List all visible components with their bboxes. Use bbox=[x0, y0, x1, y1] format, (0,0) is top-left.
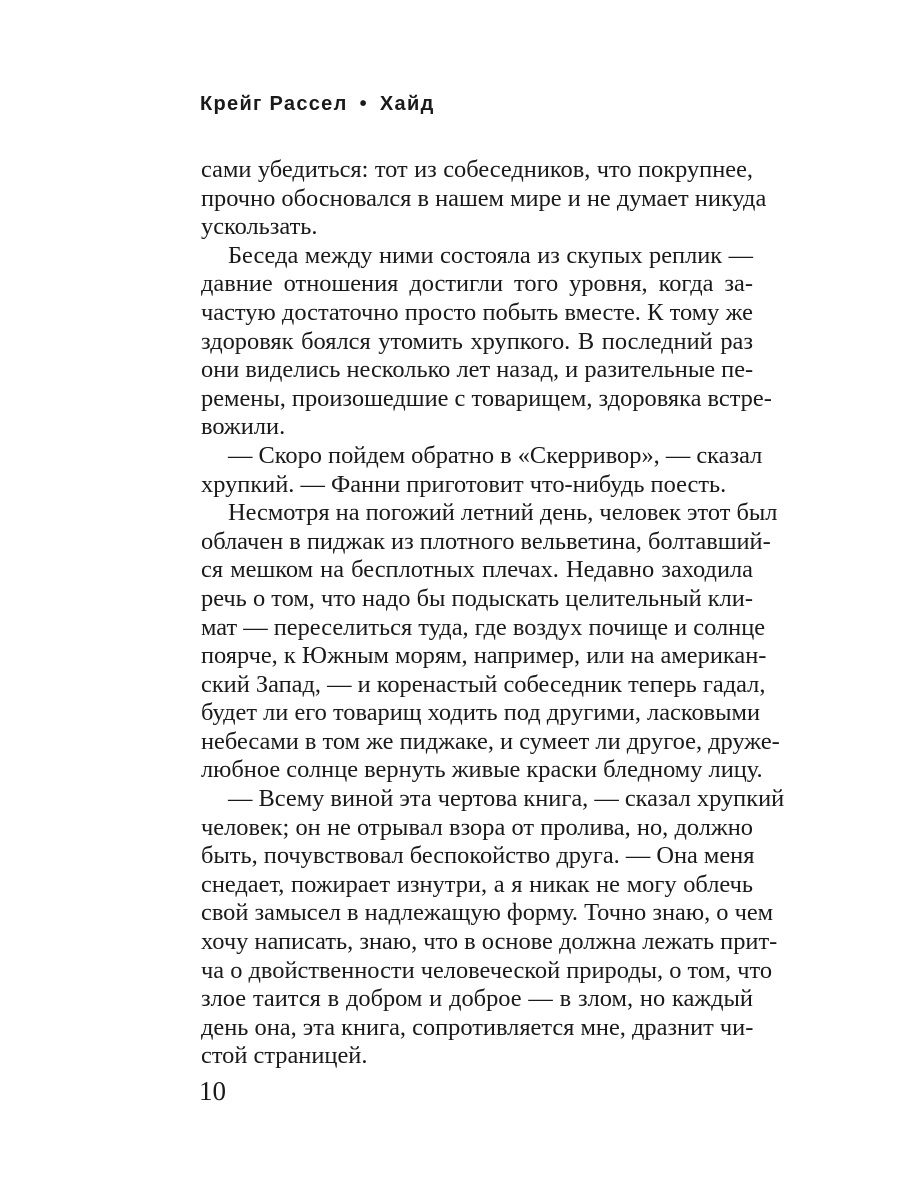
book-title: Хайд bbox=[379, 93, 435, 115]
text-line: хрупкий. — Фанни приготовит что-нибудь поесть. bbox=[201, 470, 727, 498]
text-line: ся мешком на бесплотных плечах. Недавно заходила bbox=[201, 556, 753, 584]
running-head bbox=[200, 93, 435, 116]
text-line: злое таится в добром и доброе — в злом, но каждый bbox=[201, 985, 753, 1013]
text-line: ча о двойственности человеческой природы, о том, что bbox=[201, 956, 773, 984]
header-separator: • bbox=[359, 93, 368, 115]
text-line: будет ли его товарищ ходить под другими, ласковыми bbox=[201, 699, 761, 727]
text-line: Несмотря на погожий летний день, человек этот был bbox=[228, 499, 778, 527]
text-line: стой страницей. bbox=[201, 1042, 368, 1070]
text-line: Беседа между ними состояла из скупых реплик — bbox=[228, 241, 753, 269]
text-line: — Всему виной эта чертова книга, — сказал хрупкий bbox=[228, 785, 785, 813]
body-text bbox=[201, 156, 785, 1071]
text-line: поярче, к Южным морям, например, или на американ- bbox=[201, 642, 767, 670]
text-line: — Скоро пойдем обратно в «Скерривор», — сказал bbox=[228, 441, 763, 469]
text-line: облачен в пиджак из плотного вельветина, болтавший- bbox=[201, 527, 771, 555]
text-line: прочно обосновался в нашем мире и не думает никуда bbox=[201, 184, 767, 212]
text-line: хочу написать, знаю, что в основе должна лежать прит- bbox=[201, 928, 778, 956]
text-line: давние отношения достигли того уровня, когда за- bbox=[201, 270, 753, 298]
text-line: сами убедиться: тот из собеседников, что покрупнее, bbox=[201, 156, 753, 183]
text-line: частую достаточно просто побыть вместе. К тому же bbox=[201, 298, 753, 326]
text-line: мат — переселиться туда, где воздух почище и солнце bbox=[201, 613, 766, 641]
text-line: свой замысел в надлежащую форму. Точно знаю, о чем bbox=[201, 899, 774, 927]
author-name: Крейг Рассел bbox=[200, 93, 348, 115]
text-line: человек; он не отрывал взора от пролива, но, должно bbox=[201, 813, 753, 841]
text-line: ускользать. bbox=[201, 213, 318, 241]
text-line: вожили. bbox=[201, 413, 286, 441]
text-line: здоровяк боялся утомить хрупкого. В последний раз bbox=[201, 327, 753, 355]
text-line: любное солнце вернуть живые краски бледному лицу. bbox=[201, 756, 763, 784]
text-line: снедает, пожирает изнутри, а я никак не могу облечь bbox=[201, 870, 753, 898]
text-line: ский Запад, — и коренастый собеседник теперь гадал, bbox=[201, 670, 766, 698]
text-line: ремены, произошедшие с товарищем, здоровяка встре- bbox=[201, 384, 772, 412]
text-line: речь о том, что надо бы подыскать целительный кли- bbox=[201, 584, 753, 612]
text-line: они виделись несколько лет назад, и разительные пе- bbox=[201, 356, 754, 384]
text-line: небесами в том же пиджаке, и сумеет ли другое, друже- bbox=[201, 727, 780, 755]
page-number: 10 bbox=[199, 1076, 226, 1106]
text-line: быть, почувствовал беспокойство друга. — Она меня bbox=[201, 842, 755, 870]
text-line: день она, эта книга, сопротивляется мне, дразнит чи- bbox=[201, 1013, 754, 1041]
